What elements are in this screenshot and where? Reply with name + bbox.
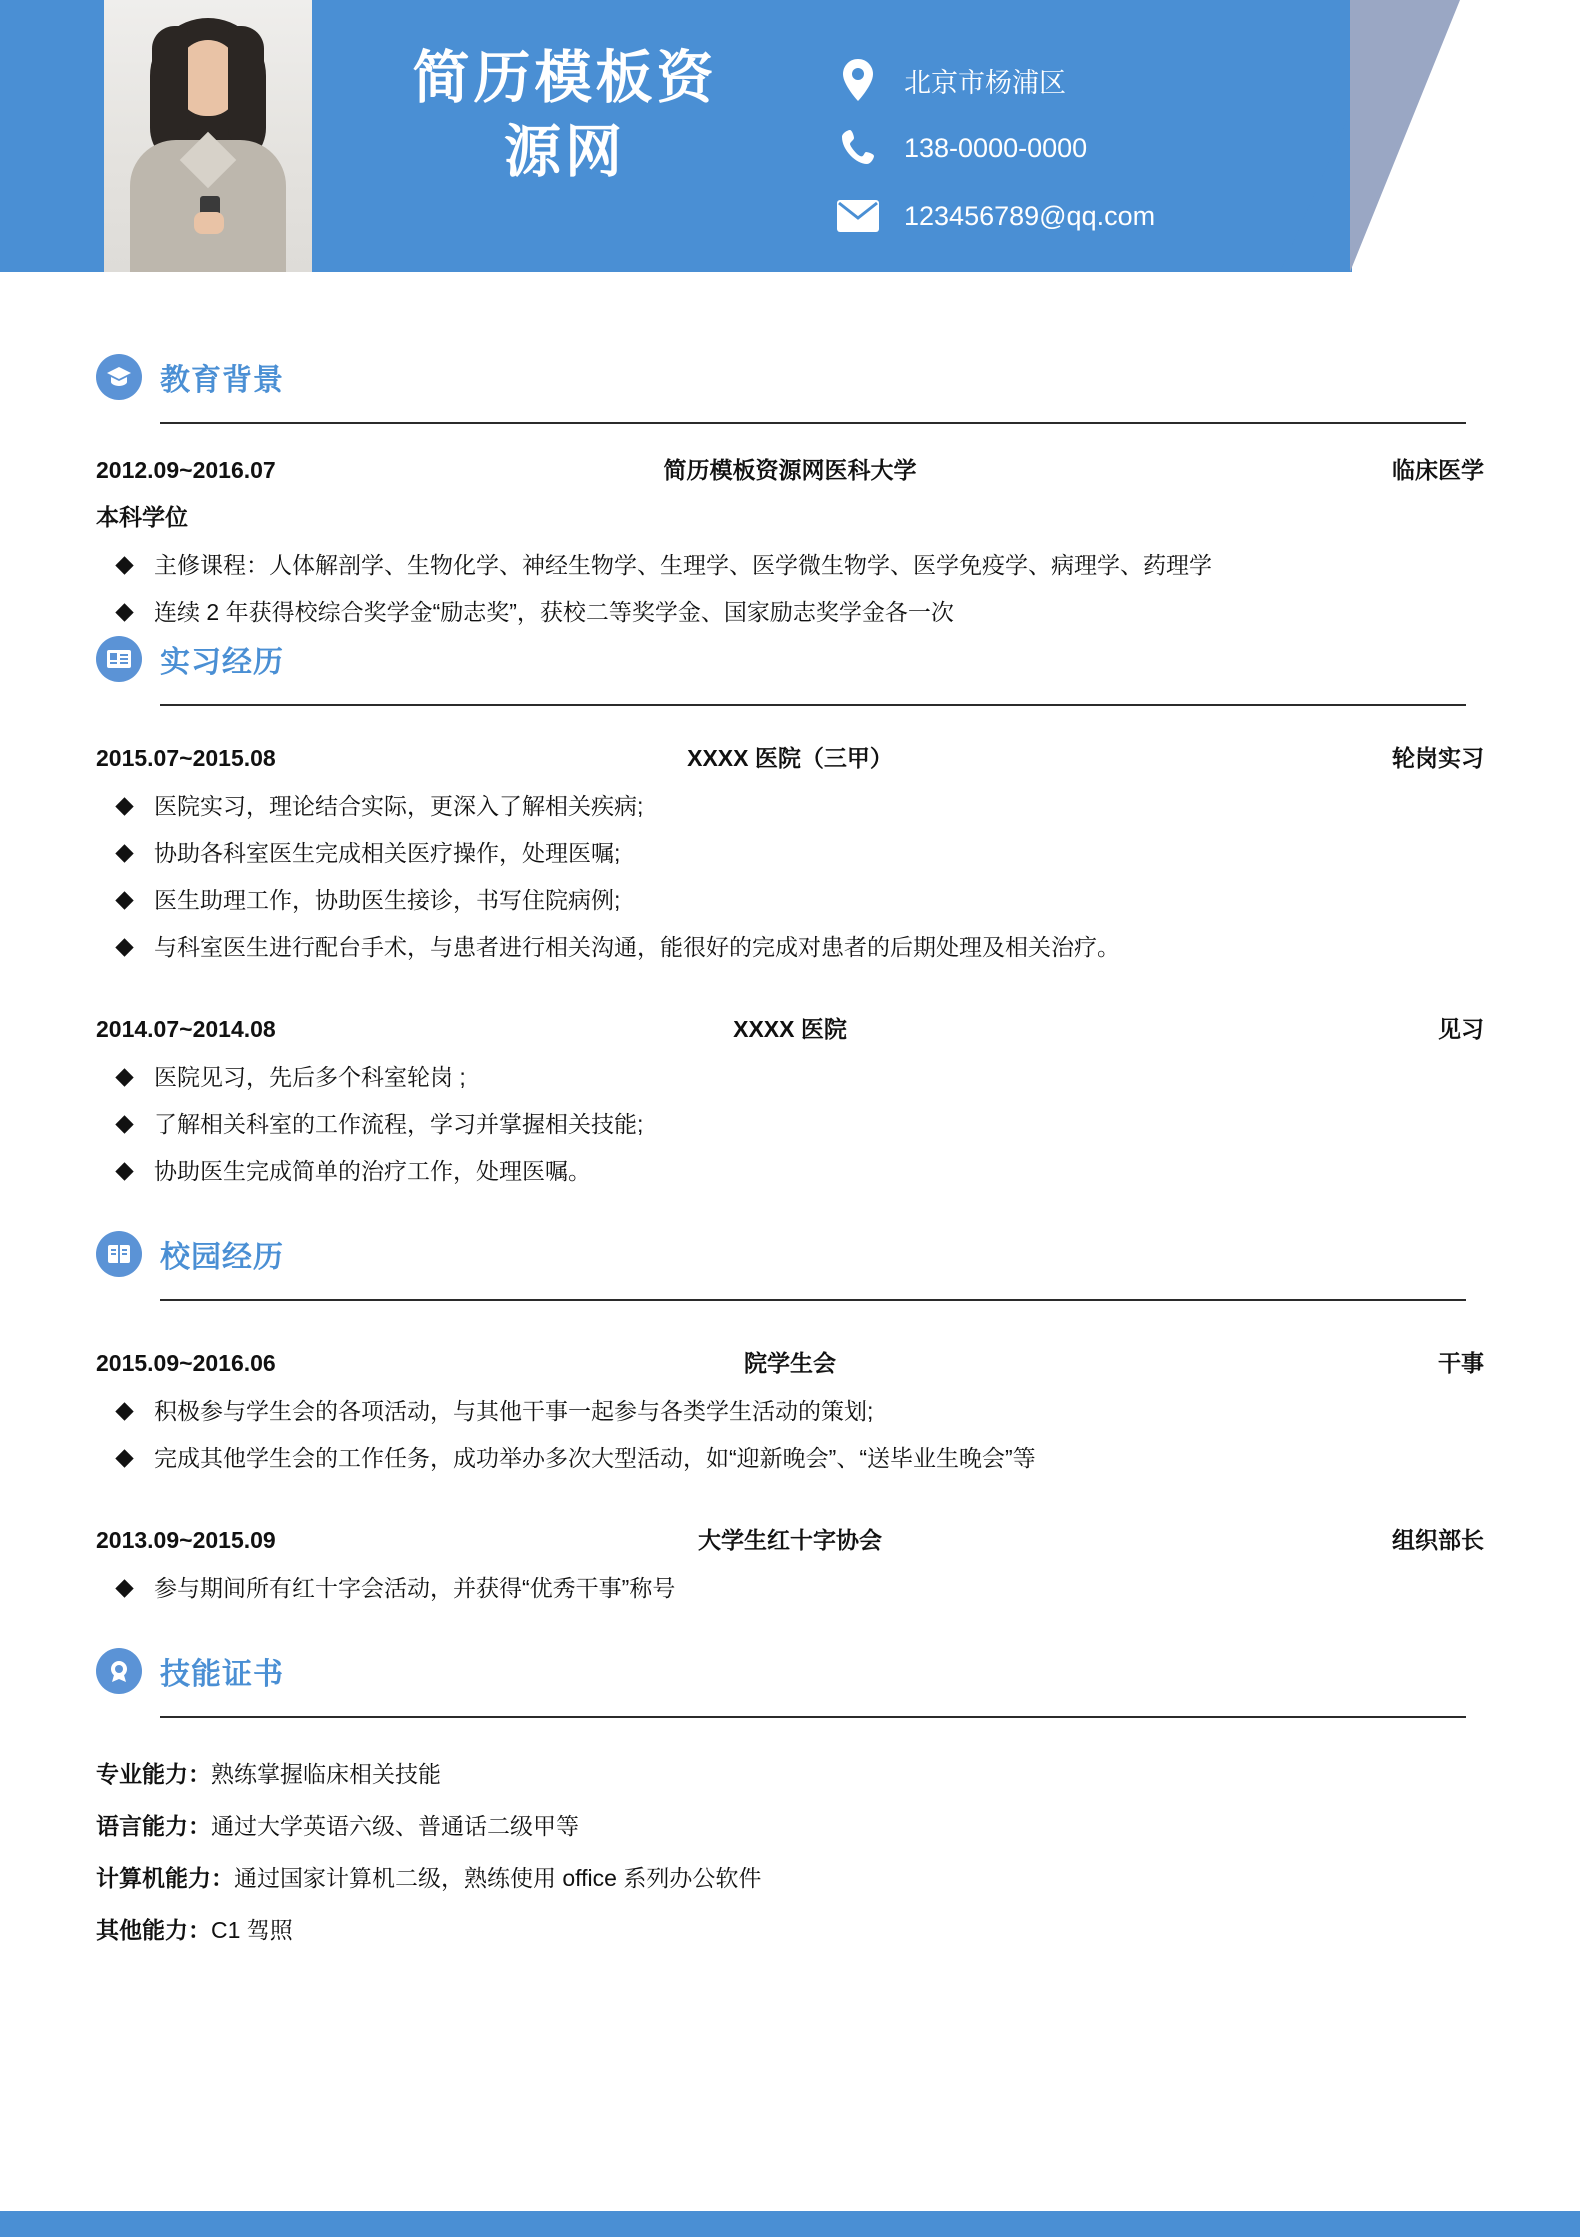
- skill-row-professional: [96, 1748, 1484, 1800]
- id-card-icon: [96, 636, 142, 682]
- contact-email-text: 123456789@qq.com: [904, 200, 1156, 231]
- skill-row-other: [96, 1904, 1484, 1956]
- skill-label-professional: 专业能力：: [96, 1761, 211, 1787]
- section-campus: [96, 1225, 1484, 1612]
- candidate-name: 简历模板资: [412, 46, 718, 110]
- campus-role-2: 组织部长: [1392, 1527, 1484, 1553]
- skill-value-language: 通过大学英语六级、普通话二级甲等: [211, 1813, 579, 1839]
- internship-org: XXXX 医院（三甲）: [687, 745, 893, 771]
- education-entry-row: [96, 452, 1484, 485]
- internship-role: 轮岗实习: [1392, 745, 1484, 771]
- skill-value-other: C1 驾照: [211, 1917, 293, 1943]
- name-block: [340, 40, 790, 188]
- internship-org-2: XXXX 医院: [733, 1016, 847, 1042]
- contact-phone-text: 138-0000-0000: [904, 132, 1088, 163]
- list-item: 完成其他学生会的工作任务，成功举办多次大型活动，如“迎新晚会”、“送毕业生晚会”等: [96, 1435, 1484, 1482]
- location-pin-icon: [830, 52, 886, 108]
- list-item: 与科室医生进行配台手术，与患者进行相关沟通，能很好的完成对患者的后期处理及相关治疗。: [96, 924, 1484, 971]
- list-item: 主修课程：人体解剖学、生物化学、神经生物学、生理学、医学微生物学、医学免疫学、病理学、药理学: [96, 542, 1484, 589]
- list-item: 积极参与学生会的各项活动，与其他干事一起参与各类学生活动的策划;: [96, 1388, 1484, 1435]
- section-skills-header: [96, 1642, 1484, 1700]
- education-degree: 本科学位: [96, 504, 188, 530]
- profile-photo: [104, 0, 312, 272]
- campus-bullets-1: [96, 1388, 1484, 1482]
- skill-label-computer: 计算机能力：: [96, 1865, 234, 1891]
- campus-entry-row: [96, 1345, 1484, 1378]
- list-item: 协助医生完成简单的治疗工作，处理医嘱。: [96, 1148, 1484, 1195]
- section-internship-title: 实习经历: [160, 646, 284, 679]
- section-education-title: 教育背景: [160, 364, 284, 397]
- internship-date-2: 2014.07~2014.08: [96, 1016, 276, 1042]
- photo-hair-right: [228, 26, 264, 146]
- campus-org-2: 大学生红十字协会: [698, 1527, 882, 1553]
- internship-date: 2015.07~2015.08: [96, 745, 276, 771]
- section-education-header: [96, 348, 1484, 406]
- contact-list: [830, 46, 1155, 250]
- internship-bullets-1: [96, 783, 1484, 971]
- envelope-icon: [830, 188, 886, 244]
- internship-bullets-2: [96, 1054, 1484, 1195]
- photo-hair-left: [152, 26, 188, 146]
- list-item: 协助各科室医生完成相关医疗操作，处理医嘱;: [96, 830, 1484, 877]
- skill-row-language: [96, 1800, 1484, 1852]
- campus-role: 干事: [1438, 1350, 1484, 1376]
- skill-value-professional: 熟练掌握临床相关技能: [211, 1761, 441, 1787]
- education-bullets: [96, 542, 1484, 636]
- contact-item-email: [830, 182, 1155, 250]
- badge-icon: [96, 1648, 142, 1694]
- skill-row-computer: [96, 1852, 1484, 1904]
- internship-entry-row-2: [96, 1011, 1484, 1044]
- phone-icon: [830, 120, 886, 176]
- section-campus-header: [96, 1225, 1484, 1283]
- list-item: 医生助理工作，协助医生接诊，书写住院病例;: [96, 877, 1484, 924]
- section-internship: [96, 630, 1484, 1195]
- footer-accent-bar: [0, 2211, 1580, 2237]
- section-skills: [96, 1642, 1484, 1956]
- skill-label-other: 其他能力：: [96, 1917, 211, 1943]
- candidate-name-second-line: 源网: [504, 120, 626, 184]
- contact-location-text: 北京市杨浦区: [904, 67, 1066, 98]
- section-education: [96, 348, 1484, 636]
- resume-header: [0, 0, 1580, 272]
- list-item: 参与期间所有红十字会活动，并获得“优秀干事”称号: [96, 1565, 1484, 1612]
- resume-body: [0, 272, 1580, 1956]
- skill-label-language: 语言能力：: [96, 1813, 211, 1839]
- campus-entry-row-2: [96, 1522, 1484, 1555]
- education-major: 临床医学: [1392, 457, 1484, 483]
- internship-entry-row: [96, 740, 1484, 773]
- contact-item-location: [830, 46, 1155, 114]
- list-item: 医院实习，理论结合实际，更深入了解相关疾病;: [96, 783, 1484, 830]
- campus-org: 院学生会: [744, 1350, 836, 1376]
- graduation-cap-icon: [96, 354, 142, 400]
- list-item: 了解相关科室的工作流程，学习并掌握相关技能;: [96, 1101, 1484, 1148]
- internship-role-2: 见习: [1438, 1016, 1484, 1042]
- contact-item-phone: [830, 114, 1155, 182]
- education-date: 2012.09~2016.07: [96, 457, 276, 483]
- section-internship-header: [96, 630, 1484, 688]
- skill-value-computer: 通过国家计算机二级，熟练使用 office 系列办公软件: [234, 1865, 762, 1891]
- list-item: 连续 2 年获得校综合奖学金“励志奖”，获校二等奖学金、国家励志奖学金各一次: [96, 589, 1484, 636]
- list-item: 医院见习，先后多个科室轮岗 ;: [96, 1054, 1484, 1101]
- section-campus-title: 校园经历: [160, 1241, 284, 1274]
- photo-hand: [194, 212, 224, 234]
- section-skills-title: 技能证书: [160, 1658, 284, 1691]
- book-icon: [96, 1231, 142, 1277]
- header-shadow-shape: [1350, 0, 1460, 272]
- campus-bullets-2: [96, 1565, 1484, 1612]
- campus-date: 2015.09~2016.06: [96, 1350, 276, 1376]
- education-school: 简历模板资源网医科大学: [663, 457, 917, 483]
- campus-date-2: 2013.09~2015.09: [96, 1527, 276, 1553]
